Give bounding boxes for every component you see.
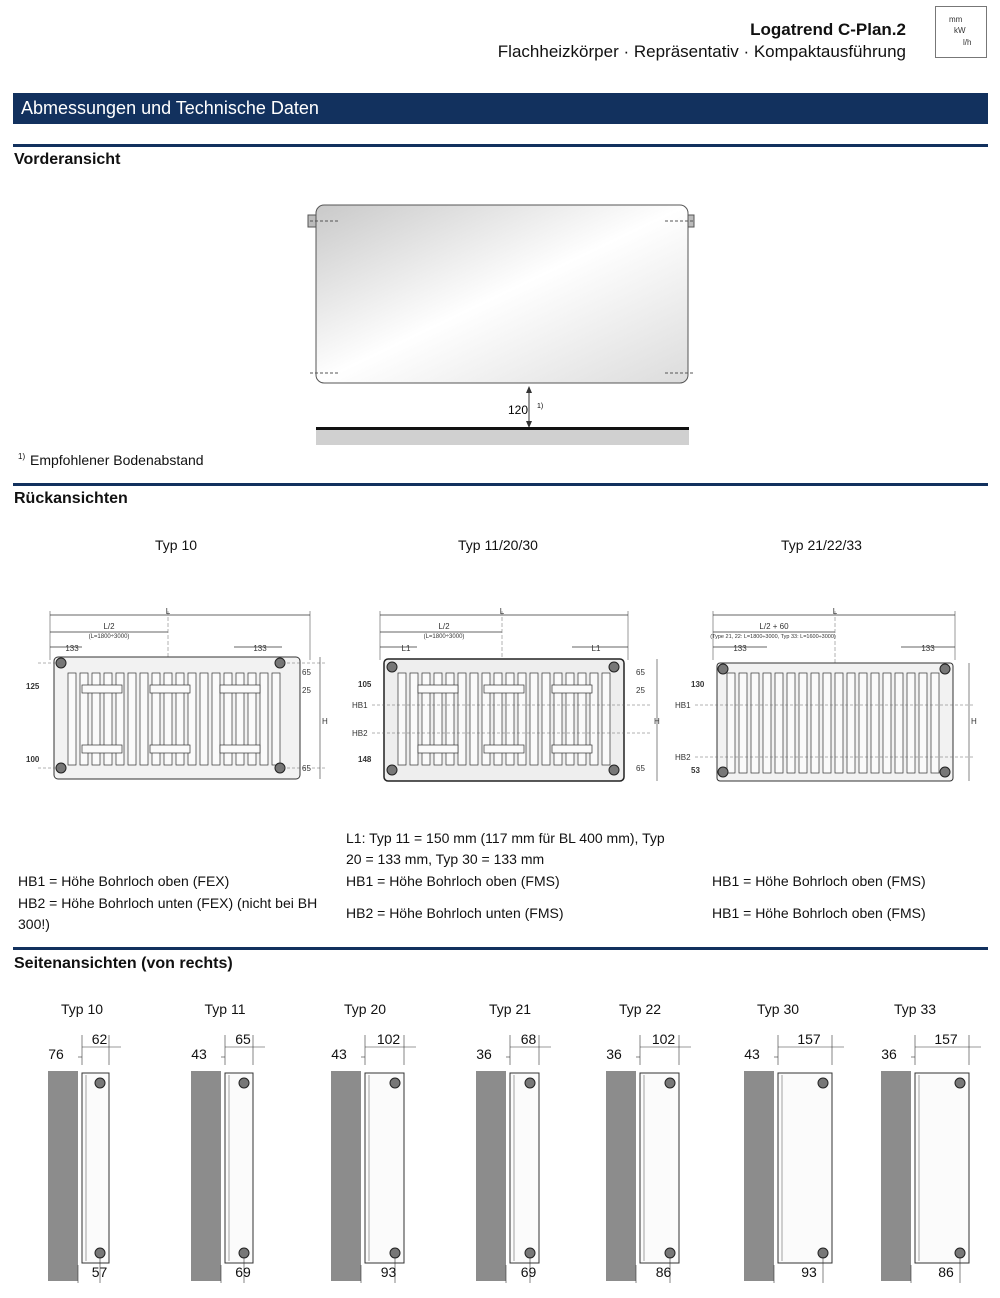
dim-half-note: (L=1800÷3000) — [88, 634, 130, 640]
side-view-heading: Seitenansichten (von rechts) — [14, 955, 233, 972]
front-view-heading: Vorderansicht — [14, 151, 121, 168]
dim-r2: 25 — [302, 686, 311, 695]
unit-lh: l/h — [963, 38, 972, 47]
dim-half: L/2 + 60 — [759, 622, 789, 631]
wall — [881, 1071, 911, 1281]
wall-distance-dimension: 36 — [476, 1046, 492, 1062]
dim-133-left: 133 — [65, 644, 79, 653]
dim-top: 130 — [691, 680, 705, 689]
wall-distance-dimension: 76 — [48, 1046, 64, 1062]
section-divider — [13, 483, 988, 486]
upper-connection — [665, 1078, 675, 1088]
dim-hb2: HB2 — [352, 729, 368, 738]
section-divider — [13, 144, 988, 147]
lower-connection — [239, 1248, 249, 1258]
unit-mm: mm — [949, 15, 963, 24]
dim-L1-left: L1 — [401, 644, 411, 653]
side-type-label: Typ 21 — [488, 1001, 532, 1017]
dim-r3: 65 — [302, 764, 311, 773]
lower-connection — [525, 1248, 535, 1258]
dim-133-right: 133 — [253, 644, 267, 653]
depth-dimension: 65 — [235, 1031, 251, 1047]
radiator-profile — [778, 1073, 832, 1263]
connection-dimension: 93 — [380, 1264, 397, 1280]
l1-note: L1: Typ 11 = 150 mm (117 mm für BL 400 mm), Typ 20 = 133 mm, Typ 30 = 133 mm — [346, 830, 665, 867]
side-type-label: Typ 30 — [756, 1001, 800, 1017]
wall — [606, 1071, 636, 1281]
dim-r2: 25 — [636, 686, 645, 695]
rear-view-typ10 — [20, 605, 330, 795]
dim-half: L/2 — [103, 622, 115, 631]
side-type-label: Typ 22 — [618, 1001, 662, 1017]
dim-L: L — [499, 607, 505, 616]
footnote-text: Empfohlener Bodenabstand — [30, 452, 204, 468]
depth-dimension: 62 — [91, 1031, 108, 1047]
connection-dimension: 69 — [520, 1264, 537, 1280]
lower-connection — [955, 1248, 965, 1258]
connection-dimension: 57 — [91, 1264, 108, 1280]
upper-connection — [818, 1078, 828, 1088]
upper-connection — [390, 1078, 400, 1088]
depth-dimension: 157 — [934, 1031, 958, 1047]
side-view-typ-21 — [450, 995, 580, 1285]
upper-connection — [525, 1078, 535, 1088]
section-divider — [13, 947, 988, 950]
floor-gap-sup: 1) — [537, 403, 544, 410]
dim-top: 125 — [26, 682, 40, 691]
depth-dimension: 102 — [651, 1031, 676, 1047]
dim-half-note: (L=1800÷3000) — [423, 634, 465, 640]
upper-connection — [239, 1078, 249, 1088]
wall — [331, 1071, 361, 1281]
side-type-label: Typ 10 — [60, 1001, 104, 1017]
depth-dimension: 102 — [376, 1031, 401, 1047]
dim-L: L — [832, 607, 838, 616]
radiator-profile — [915, 1073, 969, 1263]
rear-view-typ11 — [352, 605, 672, 795]
wall — [191, 1071, 221, 1281]
dim-H: H — [971, 717, 977, 726]
side-view-typ-30 — [718, 995, 855, 1285]
dim-r1: 65 — [636, 668, 645, 677]
connection-dimension: 86 — [655, 1264, 672, 1280]
lower-connection — [390, 1248, 400, 1258]
upper-connection — [95, 1078, 105, 1088]
product-title: Logatrend C-Plan.2 — [750, 20, 906, 39]
legend-hb2-typ21: HB1 = Höhe Bohrloch oben (FMS) — [712, 905, 926, 921]
legend-hb1-typ21: HB1 = Höhe Bohrloch oben (FMS) — [712, 873, 926, 889]
rear-view-typ21 — [675, 605, 985, 795]
dim-half: L/2 — [438, 622, 450, 631]
dim-133-left: 133 — [733, 644, 747, 653]
dim-H: H — [654, 717, 660, 726]
wall — [476, 1071, 506, 1281]
rear-type-label: Typ 10 — [155, 537, 198, 553]
side-view-typ-22 — [580, 995, 718, 1285]
front-view-drawing — [300, 195, 700, 450]
depth-dimension: 157 — [797, 1031, 821, 1047]
radiator-profile — [365, 1073, 404, 1263]
wall-distance-dimension: 43 — [331, 1046, 347, 1062]
dim-half-note: (Type 21, 22: L=1800÷3000, Typ 33: L=1600÷3000) — [710, 634, 836, 640]
side-type-label: Typ 20 — [343, 1001, 387, 1017]
legend-hb2-typ11: HB2 = Höhe Bohrloch unten (FMS) — [346, 905, 564, 921]
side-type-label: Typ 11 — [204, 1001, 246, 1017]
connection-dimension: 69 — [235, 1264, 251, 1280]
legend-hb1-typ11: HB1 = Höhe Bohrloch oben (FMS) — [346, 873, 560, 889]
dim-r1: 65 — [302, 668, 311, 677]
dim-bottom: 100 — [26, 755, 40, 764]
radiator-profile — [640, 1073, 679, 1263]
floor-gap-value: 120 — [507, 403, 529, 417]
legend-hb1-typ10: HB1 = Höhe Bohrloch oben (FEX) — [18, 873, 230, 889]
units-icon — [935, 6, 987, 58]
depth-dimension: 68 — [520, 1031, 537, 1047]
side-view-typ-33 — [855, 995, 995, 1285]
lower-connection — [95, 1248, 105, 1258]
dim-r3: 65 — [636, 764, 645, 773]
dim-H: H — [322, 717, 328, 726]
legend-hb2-typ10: HB2 = Höhe Bohrloch unten (FEX) (nicht bei BH 300!) — [18, 895, 318, 932]
dim-L1-right: L1 — [591, 644, 601, 653]
connection-dimension: 86 — [938, 1264, 954, 1280]
footnote-mark: 1) — [18, 452, 26, 461]
product-subtitle: Flachheizkörper · Repräsentativ · Kompaktausführung — [497, 42, 906, 61]
wall-distance-dimension: 43 — [744, 1046, 760, 1062]
dim-133-right: 133 — [921, 644, 935, 653]
dim-L: L — [165, 607, 171, 616]
unit-kw: kW — [954, 26, 966, 35]
side-view-typ-11 — [165, 995, 305, 1285]
wall — [48, 1071, 78, 1281]
rear-view-heading: Rückansichten — [14, 490, 128, 507]
wall-distance-dimension: 36 — [881, 1046, 897, 1062]
section-banner: Abmessungen und Technische Daten — [13, 93, 988, 124]
lower-connection — [818, 1248, 828, 1258]
wall-distance-dimension: 36 — [606, 1046, 622, 1062]
lower-connection — [665, 1248, 675, 1258]
side-view-typ-20 — [305, 995, 450, 1285]
upper-connection — [955, 1078, 965, 1088]
dim-hb2: HB2 — [675, 753, 691, 762]
dim-top: 105 — [358, 680, 372, 689]
rear-type-label: Typ 21/22/33 — [781, 537, 862, 553]
connection-dimension: 93 — [801, 1264, 817, 1280]
side-type-label: Typ 33 — [893, 1001, 937, 1017]
radiator-profile — [510, 1073, 539, 1263]
rear-type-label: Typ 11/20/30 — [458, 537, 538, 553]
dim-hb1: HB1 — [675, 701, 691, 710]
dim-hb1: HB1 — [352, 701, 368, 710]
wall — [744, 1071, 774, 1281]
wall-distance-dimension: 43 — [191, 1046, 207, 1062]
dim-bottom: 148 — [358, 755, 372, 764]
dim-bottom: 53 — [691, 766, 700, 775]
side-view-typ-10 — [22, 995, 162, 1285]
